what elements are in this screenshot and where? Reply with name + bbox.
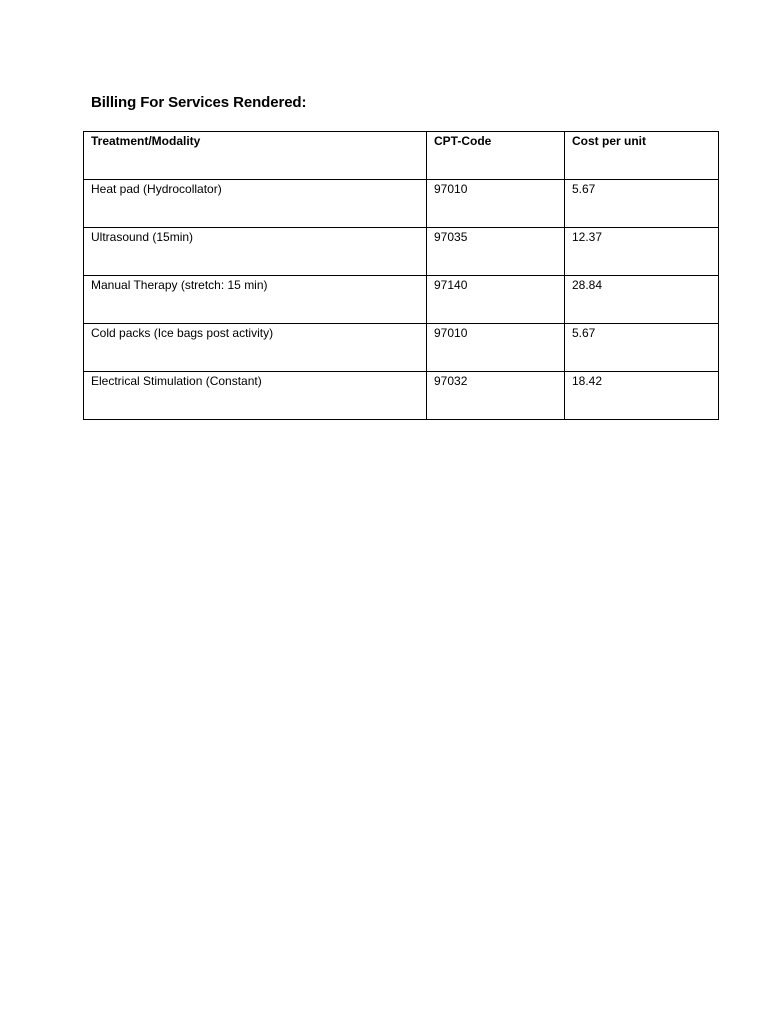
table-header-row xyxy=(84,132,719,180)
cost-cell: 28.84 xyxy=(565,276,719,324)
treatment-cell: Cold packs (Ice bags post activity) xyxy=(84,324,427,372)
cost-cell: 12.37 xyxy=(565,228,719,276)
table-row xyxy=(84,324,719,372)
cpt-code-cell: 97035 xyxy=(427,228,565,276)
cpt-code-cell: 97032 xyxy=(427,372,565,420)
treatment-cell: Heat pad (Hydrocollator) xyxy=(84,180,427,228)
table-row xyxy=(84,276,719,324)
table-row xyxy=(84,372,719,420)
table-row xyxy=(84,180,719,228)
cpt-code-cell: 97010 xyxy=(427,324,565,372)
cpt-code-cell: 97140 xyxy=(427,276,565,324)
treatment-cell: Manual Therapy (stretch: 15 min) xyxy=(84,276,427,324)
cpt-code-cell: 97010 xyxy=(427,180,565,228)
cost-cell: 5.67 xyxy=(565,324,719,372)
header-cpt-code: CPT-Code xyxy=(427,132,565,180)
billing-table xyxy=(83,131,719,420)
table-row xyxy=(84,228,719,276)
page-title: Billing For Services Rendered: xyxy=(91,94,307,111)
treatment-cell: Electrical Stimulation (Constant) xyxy=(84,372,427,420)
header-treatment-modality: Treatment/Modality xyxy=(84,132,427,180)
treatment-cell: Ultrasound (15min) xyxy=(84,228,427,276)
header-cost-per-unit: Cost per unit xyxy=(565,132,719,180)
cost-cell: 5.67 xyxy=(565,180,719,228)
cost-cell: 18.42 xyxy=(565,372,719,420)
